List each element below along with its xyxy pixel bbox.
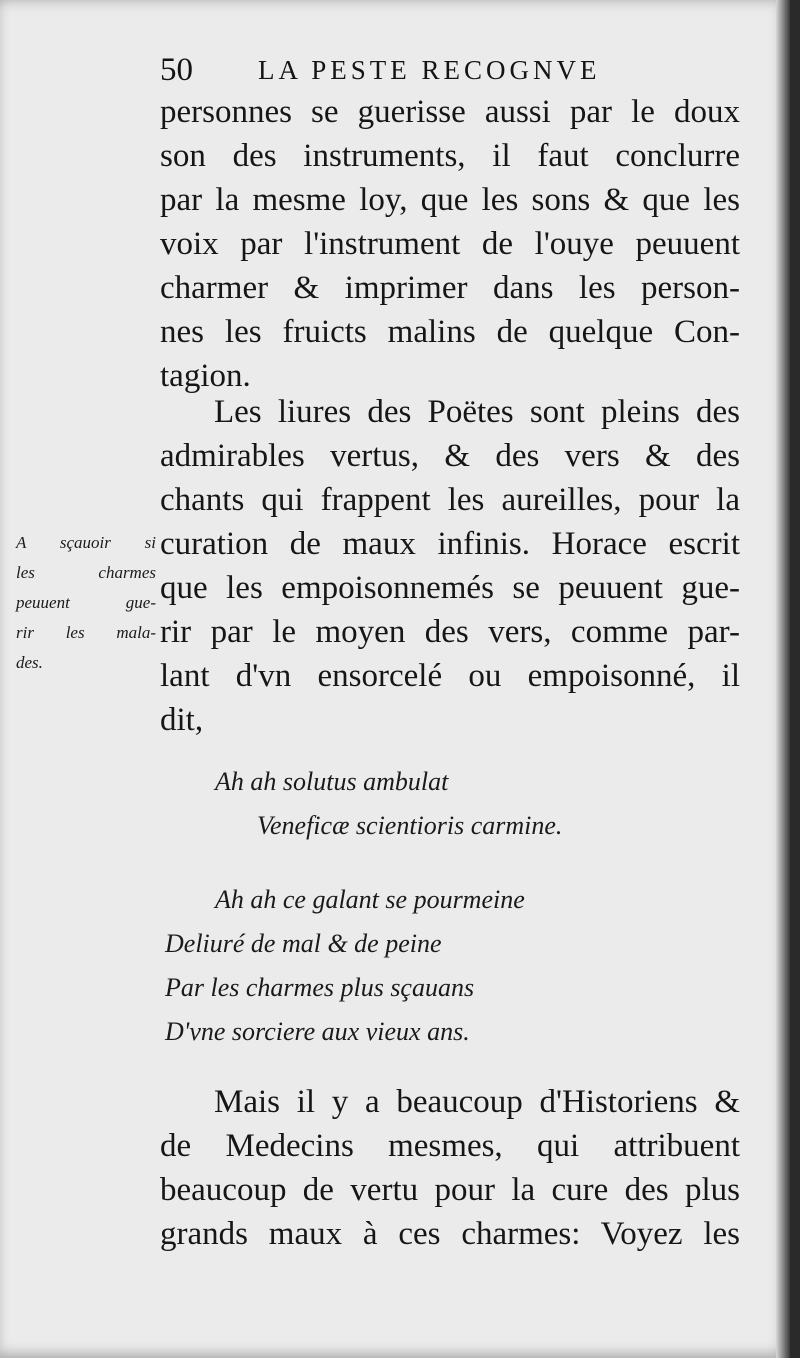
text-line: tagion. <box>160 358 251 394</box>
text-line: que les empoisonnemés se peuuent gue- <box>160 570 740 606</box>
paragraph-1 <box>160 90 740 398</box>
text-line: beaucoup de vertu pour la cure des plus <box>160 1172 740 1208</box>
margin-note <box>16 528 156 678</box>
text-line: grands maux à ces charmes: Voyez les <box>160 1216 740 1252</box>
text-line: nes les fruicts malins de quelque Con- <box>160 314 740 350</box>
margin-note-line: rir les mala- <box>16 623 156 642</box>
verse-line: Deliuré de mal & de peine <box>165 929 442 958</box>
text-line: charmer & imprimer dans les person- <box>160 270 740 306</box>
margin-note-line: A sçauoir si <box>16 533 156 552</box>
paragraph-2 <box>160 390 740 742</box>
text-line: voix par l'instrument de l'ouye peuuent <box>160 226 740 262</box>
text-line: lant d'vn ensorcelé ou empoisonné, il <box>160 658 740 694</box>
verse-line: D'vne sorciere aux vieux ans. <box>165 1017 470 1046</box>
margin-note-line: les charmes <box>16 563 156 582</box>
text-line: rir par le moyen des vers, comme par- <box>160 614 740 650</box>
text-line: personnes se guerisse aussi par le doux <box>160 94 740 130</box>
page-edge-shadow <box>776 0 790 1358</box>
page-header <box>160 50 750 90</box>
text-line: Les liures des Poëtes sont pleins des <box>214 394 740 430</box>
text-line: Mais il y a beaucoup d'Historiens & <box>214 1084 740 1120</box>
verse-line: Ah ah solutus ambulat <box>215 767 449 796</box>
running-title: LA PESTE RECOGNVE <box>258 55 601 85</box>
paragraph-3 <box>160 1080 740 1256</box>
verse-line: Par les charmes plus sçauans <box>165 973 475 1002</box>
text-line: par la mesme loy, que les sons & que les <box>160 182 740 218</box>
margin-note-line: peuuent gue- <box>16 593 156 612</box>
verse-line: Ah ah ce galant se pourmeine <box>215 885 525 914</box>
text-line: dit, <box>160 702 204 738</box>
text-line: admirables vertus, & des vers & des <box>160 438 740 474</box>
french-verse <box>165 878 525 1054</box>
text-line: son des instruments, il faut conclurre <box>160 138 740 174</box>
text-line: chants qui frappent les aureilles, pour la <box>160 482 740 518</box>
latin-verse <box>215 760 562 848</box>
verse-line: Veneficæ scientioris carmine. <box>257 811 563 840</box>
page-number: 50 <box>160 52 193 88</box>
margin-note-line: des. <box>16 653 43 672</box>
text-line: de Medecins mesmes, qui attribuent <box>160 1128 740 1164</box>
text-line: curation de maux infinis. Horace escrit <box>160 526 740 562</box>
